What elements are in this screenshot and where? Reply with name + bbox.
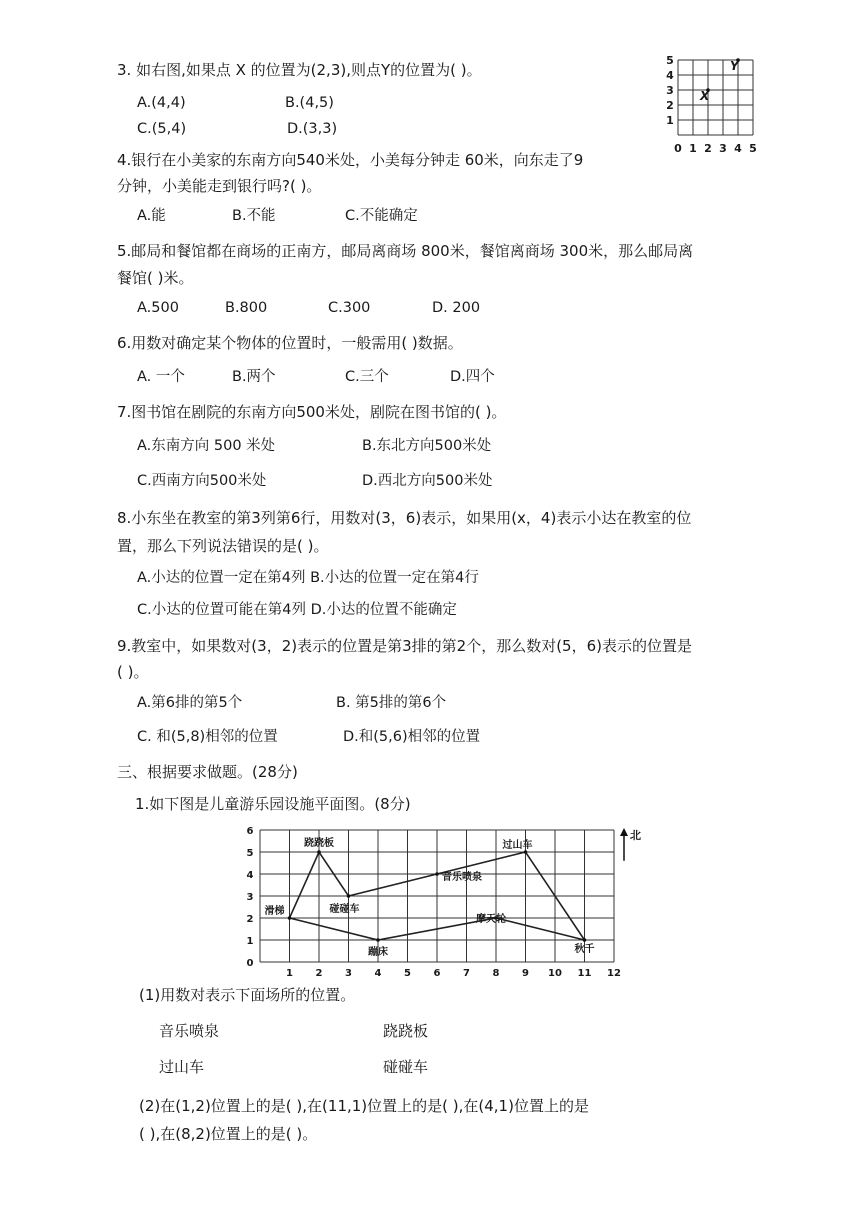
problem-1-sub2-line2: ( ),在(8,2)位置上的是( )。: [139, 1125, 318, 1143]
x-tick-label: 5: [404, 968, 411, 979]
x-tick-label: 11: [577, 968, 592, 979]
north-label: 北: [630, 828, 641, 842]
x-tick-label: 2: [704, 142, 712, 155]
q8-options-ab: A.小达的位置一定在第4列 B.小达的位置一定在第4行: [137, 570, 479, 586]
q4-stem-line1: 4.银行在小美家的东南方向540米处，小美每分钟走 60米，向东走了9: [117, 151, 584, 169]
map-point-label: 秋千: [574, 944, 595, 955]
q6-option-d: D.四个: [450, 369, 495, 385]
y-tick-label: 2: [246, 914, 254, 925]
map-point-label: 碰碰车: [329, 904, 360, 915]
x-tick-label: 6: [433, 968, 441, 979]
q4-option-b: B.不能: [232, 208, 276, 224]
q9-option-d: D.和(5,6)相邻的位置: [343, 729, 481, 745]
q6-option-c: C.三个: [345, 369, 389, 385]
north-arrow-icon: [620, 828, 628, 836]
q8-stem-line1: 8.小东坐在教室的第3列第6行，用数对(3，6)表示，如果用(x，4)表示小达在教室的位: [117, 509, 692, 527]
x-tick-label: 8: [492, 968, 500, 979]
y-tick-label: 4: [246, 870, 254, 881]
q5-stem-line2: 餐馆( )米。: [117, 269, 194, 287]
x-tick-label: 7: [463, 968, 470, 979]
map-point: [583, 938, 587, 942]
q8-stem-line2: 置，那么下列说法错误的是( )。: [117, 537, 329, 555]
y-tick-label: 1: [246, 936, 254, 947]
facility-seesaw: 跷跷板: [383, 1022, 429, 1040]
q6-option-a: A. 一个: [137, 369, 185, 385]
map-point-label: 滑梯: [264, 906, 285, 917]
q3-coordinate-grid: [660, 55, 770, 160]
y-tick-label: 6: [246, 826, 254, 837]
facility-roller-coaster: 过山车: [159, 1058, 205, 1076]
map-point: [347, 894, 351, 898]
x-tick-label: 4: [734, 142, 742, 155]
q5-stem-line1: 5.邮局和餐馆都在商场的正南方，邮局离商场 800米，餐馆离商场 300米，那么邮局离: [117, 242, 694, 260]
x-tick-label: 12: [607, 968, 621, 979]
q4-option-a: A.能: [137, 208, 166, 224]
facility-bumper-cars: 碰碰车: [383, 1058, 429, 1076]
q3-stem: 3. 如右图,如果点 X 的位置为(2,3),则点Y的位置为( )。: [117, 61, 482, 79]
q3-option-b: B.(4,5): [285, 95, 334, 111]
q4-stem-line2: 分钟，小美能走到银行吗?( )。: [117, 177, 322, 195]
y-tick-label: 5: [246, 848, 254, 859]
q6-stem: 6.用数对确定某个物体的位置时，一般需用( )数据。: [117, 334, 463, 352]
y-tick-label: 0: [246, 958, 254, 969]
facility-music-fountain: 音乐喷泉: [159, 1022, 220, 1040]
q7-option-c: C.西南方向500米处: [137, 473, 267, 489]
q7-option-a: A.东南方向 500 米处: [137, 438, 276, 454]
x-tick-label: 0: [674, 142, 682, 155]
q7-option-b: B.东北方向500米处: [362, 438, 492, 454]
y-tick-label: 1: [666, 114, 674, 127]
y-tick-label: 3: [666, 84, 674, 97]
y-tick-label: 4: [666, 69, 674, 82]
q7-stem: 7.图书馆在剧院的东南方向500米处，剧院在图书馆的( )。: [117, 403, 507, 421]
q5-option-a: A.500: [137, 300, 179, 316]
x-tick-label: 1: [286, 968, 293, 979]
q6-option-b: B.两个: [232, 369, 276, 385]
map-point: [435, 872, 439, 876]
x-tick-label: 9: [522, 968, 529, 979]
q9-option-a: A.第6排的第5个: [137, 695, 243, 711]
x-tick-label: 5: [749, 142, 757, 155]
park-map-chart: [240, 822, 650, 978]
section-3-title: 三、根据要求做题。(28分): [117, 763, 298, 781]
x-tick-label: 3: [345, 968, 352, 979]
map-point-label: 音乐喷泉: [442, 872, 482, 883]
x-tick-label: 10: [548, 968, 562, 979]
q9-option-b: B. 第5排的第6个: [336, 695, 447, 711]
map-point-label: 过山车: [502, 840, 533, 851]
q8-options-cd: C.小达的位置可能在第4列 D.小达的位置不能确定: [137, 602, 457, 618]
map-point: [376, 938, 380, 942]
problem-1-title: 1.如下图是儿童游乐园设施平面图。(8分): [135, 795, 411, 813]
x-tick-label: 1: [689, 142, 697, 155]
q5-option-c: C.300: [328, 300, 371, 316]
y-tick-label: 3: [246, 892, 254, 903]
map-point-label: 跷跷板: [304, 838, 334, 849]
x-tick-label: 4: [374, 968, 382, 979]
q9-stem-line1: 9.教室中，如果数对(3，2)表示的位置是第3排的第2个，那么数对(5，6)表示的位置是: [117, 637, 692, 655]
q5-option-b: B.800: [225, 300, 268, 316]
point-label-y: Y: [730, 59, 739, 73]
point-label-x: X: [700, 89, 710, 103]
q5-option-d: D. 200: [432, 300, 481, 316]
map-point-label: 蹦床: [368, 947, 388, 958]
map-point-label: 摩天轮: [476, 914, 506, 925]
y-tick-label: 2: [666, 99, 674, 112]
q4-option-c: C.不能确定: [345, 208, 418, 224]
x-tick-label: 3: [719, 142, 727, 155]
x-tick-label: 2: [315, 968, 323, 979]
y-tick-label: 5: [666, 54, 674, 67]
map-point: [288, 916, 292, 920]
q9-option-c: C. 和(5,8)相邻的位置: [137, 729, 278, 745]
q3-option-d: D.(3,3): [287, 121, 338, 137]
problem-1-sub1: (1)用数对表示下面场所的位置。: [139, 986, 356, 1004]
q9-stem-line2: ( )。: [117, 663, 149, 681]
q7-option-d: D.西北方向500米处: [362, 473, 493, 489]
q3-option-c: C.(5,4): [137, 121, 187, 137]
q3-option-a: A.(4,4): [137, 95, 186, 111]
problem-1-sub2-line1: (2)在(1,2)位置上的是( ),在(11,1)位置上的是( ),在(4,1)位置上的是: [139, 1097, 589, 1115]
map-point: [317, 850, 321, 854]
